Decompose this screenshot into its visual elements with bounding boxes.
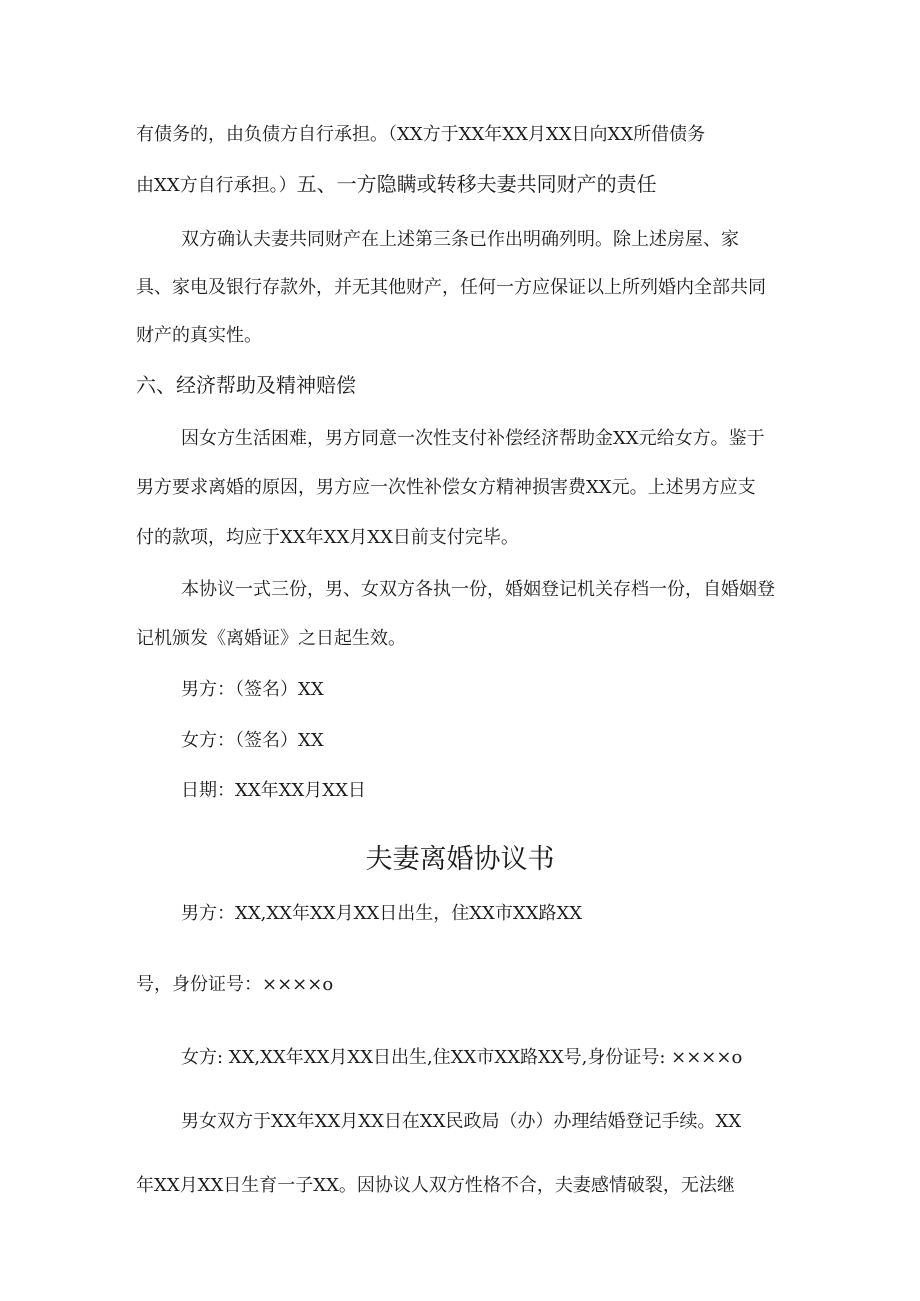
- female-info-line: 女方: XX,XX年XX月XX日出生,住XX市XX路XX号,身份证号: ××××o: [181, 1047, 743, 1068]
- male-info-line: 男方：XX,XX年XX月XX日出生，住XX市XX路XX: [181, 903, 583, 924]
- body-text-line: 具、家电及银行存款外，并无其他财产，任何一方应保证以上所列婚内全部共同: [136, 277, 766, 298]
- male-signature-line: 男方：（签名）XX: [181, 679, 324, 700]
- body-text-line: 双方确认夫妻共同财产在上述第三条已作出明确列明。除上述房屋、家: [181, 229, 739, 250]
- body-text-line: 男方要求离婚的原因，男方应一次性补偿女方精神损害费XX元。上述男方应支: [136, 477, 756, 498]
- section-5-heading: 五、一方隐瞒或转移夫妻共同财产的责任: [296, 172, 657, 196]
- body-text-line: 有债务的，由负债方自行承担。（XX方于XX年XX月XX日向XX所借债务: [136, 124, 706, 145]
- date-line: 日期：XX年XX月XX日: [181, 780, 366, 801]
- female-signature-line: 女方：（签名）XX: [181, 730, 324, 751]
- body-text-line: 财产的真实性。: [136, 325, 262, 346]
- body-text-line: 年XX月XX日生育一子XX。因协议人双方性格不合，夫妻感情破裂，无法继: [136, 1175, 735, 1196]
- male-info-line: 号，身份证号：××××o: [136, 974, 334, 995]
- body-text-fragment: 由XX方自行承担。）: [136, 175, 297, 196]
- body-text-line: 本协议一式三份，男、女双方各执一份，婚姻登记机关存档一份，自婚姻登: [181, 579, 775, 600]
- section-6-heading: 六、经济帮助及精神赔偿: [136, 373, 356, 397]
- body-text-line: 付的款项，均应于XX年XX月XX日前支付完毕。: [136, 527, 519, 548]
- body-text-line: 男女双方于XX年XX月XX日在XX民政局（办）办理结婚登记手续。XX: [181, 1111, 742, 1132]
- document-title: 夫妻离婚协议书: [365, 844, 555, 875]
- body-text-line: 记机颁发《离婚证》之日起生效。: [136, 628, 406, 649]
- body-text-line: 因女方生活困难，男方同意一次性支付补偿经济帮助金XX元给女方。鉴于: [181, 428, 765, 449]
- body-text-line: [136, 172, 657, 198]
